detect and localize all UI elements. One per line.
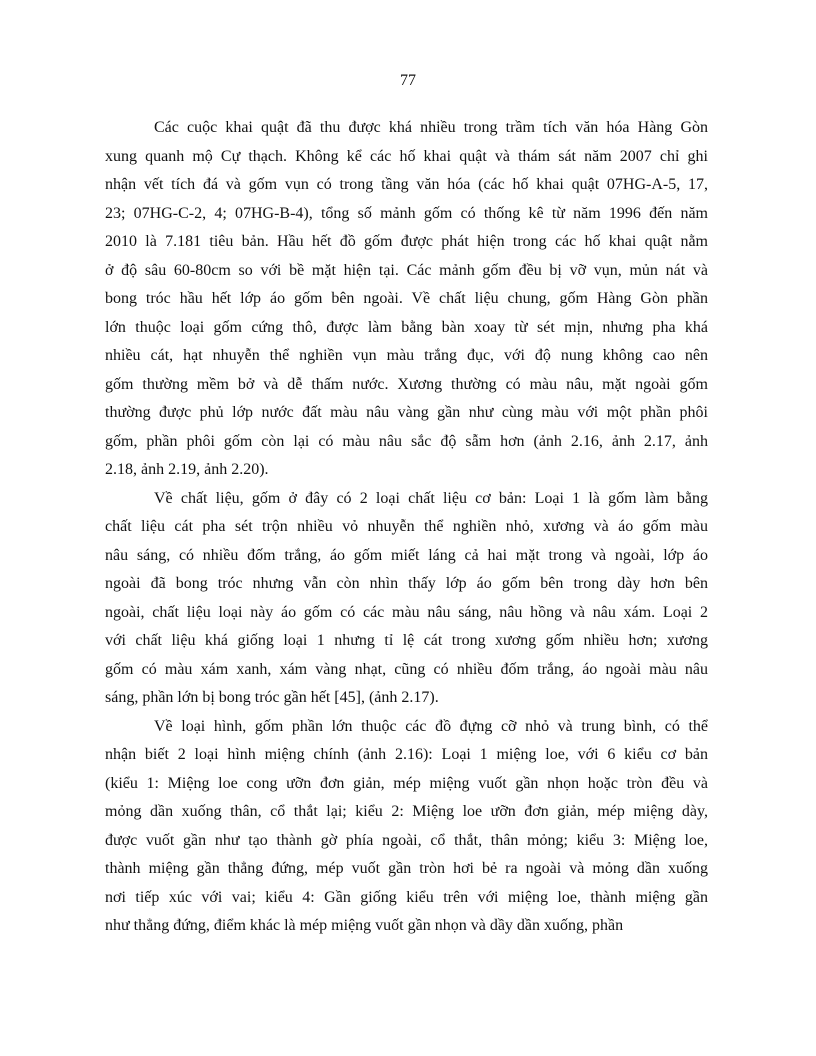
paragraph-line: 2010 là 7.181 tiêu bản. Hầu hết đồ gốm được phát hiện trong các hố khai quật nằm bbox=[105, 233, 708, 250]
paragraph-line: chất liệu cát pha sét trộn nhiều vỏ nhuyễn thể nghiền nhỏ, xương và áo gốm màu bbox=[105, 518, 708, 535]
paragraph-first-line: Về loại hình, gốm phần lớn thuộc các đồ đựng cỡ nhỏ và trung bình, có thể bbox=[154, 717, 708, 735]
paragraph-line: nâu sáng, có nhiều đốm trắng, áo gốm miết láng cả hai mặt trong và ngoài, lớp áo bbox=[105, 546, 708, 564]
paragraph-line: nhiều cát, hạt nhuyễn thể nghiền vụn màu trắng đục, với độ nung không cao nên bbox=[105, 347, 708, 364]
paragraph-line: mỏng dần xuống thân, cổ thắt lại; kiểu 2: Miệng loe ưỡn đơn giản, mép miệng dày, bbox=[105, 803, 708, 820]
paragraph-line: gốm có màu xám xanh, xám vàng nhạt, cũng có nhiều đốm trắng, áo ngoài màu nâu bbox=[105, 660, 708, 678]
paragraph-line: ngoài, chất liệu loại này áo gốm có các màu nâu sáng, nâu hồng và nâu xám. Loại 2 bbox=[105, 603, 708, 621]
paragraph-line: bong tróc hầu hết lớp áo gốm bên ngoài. Về chất liệu chung, gốm Hàng Gòn phần bbox=[105, 290, 708, 307]
paragraph-line: 23; 07HG-C-2, 4; 07HG-B-4), tổng số mảnh gốm có thống kê từ năm 1996 đến năm bbox=[105, 204, 708, 222]
paragraph-line: sáng, phần lớn bị bong tróc gần hết [45], (ảnh 2.17). bbox=[105, 689, 439, 706]
paragraph-first-line: Các cuộc khai quật đã thu được khá nhiều trong trầm tích văn hóa Hàng Gòn bbox=[154, 119, 708, 136]
paragraph-line: nhận biết 2 loại hình miệng chính (ảnh 2.16): Loại 1 miệng loe, với 6 kiểu cơ bản bbox=[105, 746, 708, 763]
paragraph-line: gốm thường mềm bở và dễ thấm nước. Xương thường có màu nâu, mặt ngoài gốm bbox=[105, 375, 708, 393]
paragraph-line: thường được phủ lớp nước đất màu nâu vàng gần như cùng màu với một phần phôi bbox=[105, 404, 708, 421]
paragraph-line: gốm, phần phôi gốm còn lại có màu nâu sắc độ sẫm hơn (ảnh 2.16, ảnh 2.17, ảnh bbox=[105, 432, 708, 450]
page-number: 77 bbox=[400, 72, 416, 89]
paragraph-line: được vuốt gần như tạo thành gờ phía ngoài, cổ thắt, thân mỏng; kiểu 3: Miệng loe, bbox=[105, 831, 708, 849]
paragraph-line: ngoài đã bong tróc nhưng vẫn còn nhìn thấy lớp áo gốm bên trong dày hơn bên bbox=[105, 575, 708, 592]
paragraph-line: với chất liệu khá giống loại 1 nhưng tỉ lệ cát trong xương gốm nhiều hơn; xương bbox=[105, 632, 708, 649]
paragraph-line: thành miệng gần thẳng đứng, mép vuốt gần tròn hơi bẻ ra ngoài và mỏng dần xuống bbox=[105, 860, 708, 877]
paragraph-line: ở độ sâu 60-80cm so với bề mặt hiện tại. Các mảnh gốm đều bị vỡ vụn, mủn nát và bbox=[105, 261, 708, 279]
paragraph-line: 2.18, ảnh 2.19, ảnh 2.20). bbox=[105, 461, 269, 478]
paragraph-first-line: Về chất liệu, gốm ở đây có 2 loại chất liệu cơ bản: Loại 1 là gốm làm bằng bbox=[154, 489, 708, 507]
paragraph-line: lớn thuộc loại gốm cứng thô, được làm bằng bàn xoay từ sét mịn, nhưng pha khá bbox=[105, 318, 708, 336]
paragraph-line: nơi tiếp xúc với vai; kiểu 4: Gần giống kiểu trên với miệng loe, thành miệng gần bbox=[105, 888, 708, 906]
paragraph-line: (kiểu 1: Miệng loe cong ưỡn đơn giản, mép miệng vuốt gần nhọn hoặc tròn đều và bbox=[105, 774, 708, 792]
paragraph-line: như thẳng đứng, điểm khác là mép miệng vuốt gần nhọn và dầy dần xuống, phần bbox=[105, 917, 624, 934]
paragraph-line: xung quanh mộ Cự thạch. Không kể các hố khai quật và thám sát năm 2007 chỉ ghi bbox=[105, 147, 708, 165]
paragraph-line: nhận vết tích đá và gốm vụn có trong tầng văn hóa (các hố khai quật 07HG-A-5, 17, bbox=[105, 176, 708, 193]
body-text bbox=[105, 114, 708, 941]
